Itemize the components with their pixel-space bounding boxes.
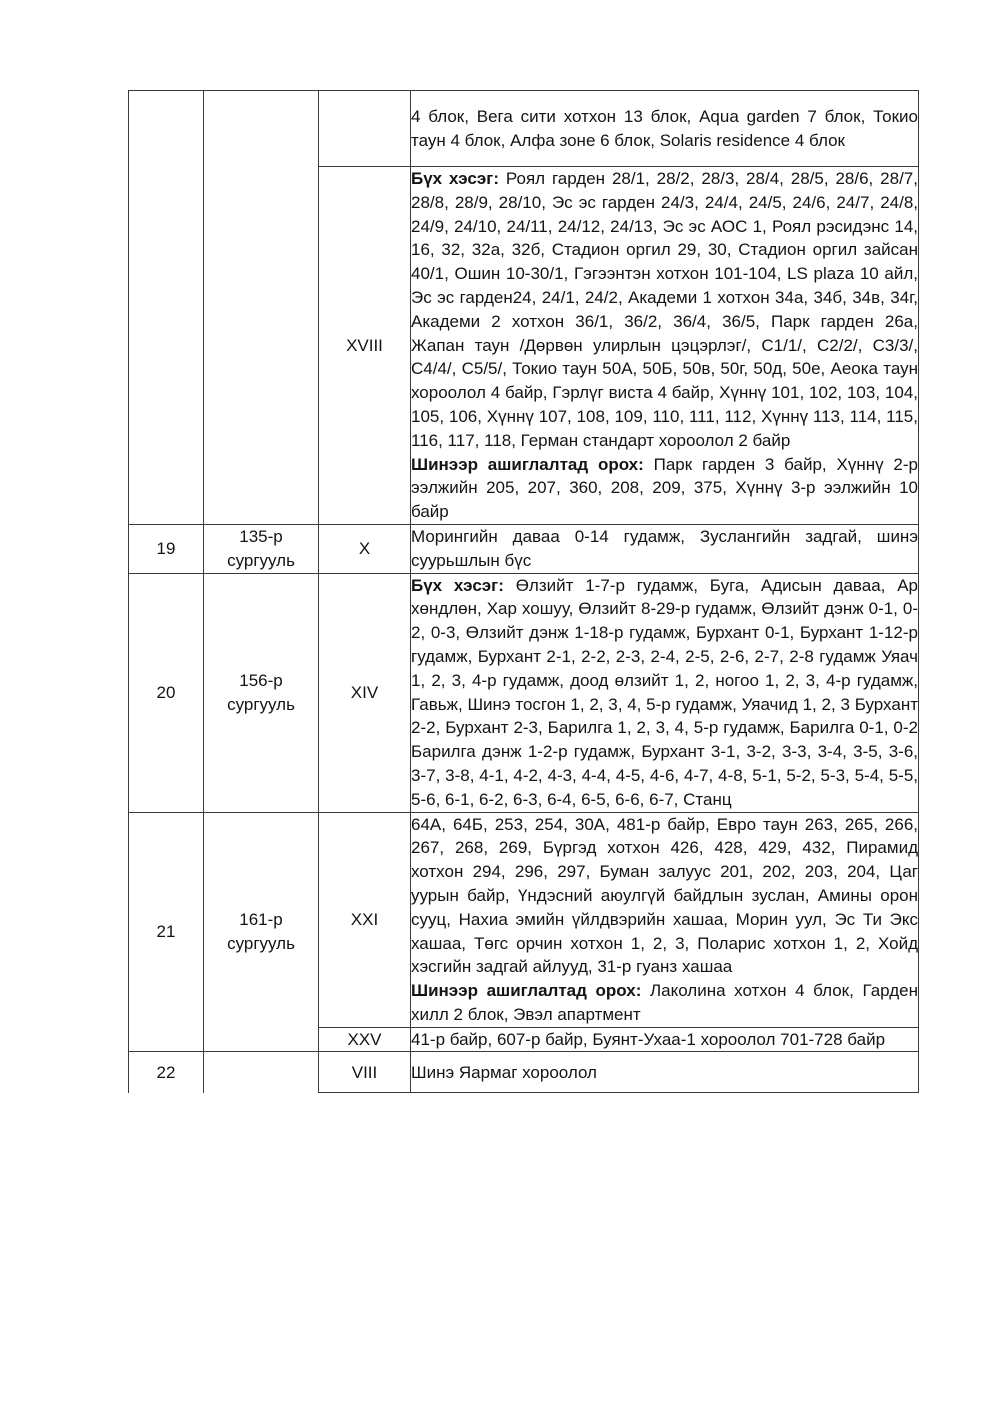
address-paragraph <box>411 574 918 812</box>
district-cell: X <box>319 524 411 573</box>
address-paragraph <box>411 1028 918 1052</box>
address-paragraph <box>411 167 918 453</box>
school-district-table <box>128 90 919 1093</box>
school-cell <box>204 91 319 525</box>
address-paragraph <box>411 105 918 153</box>
school-label: сургууль <box>227 934 295 953</box>
address-cell <box>411 1027 919 1052</box>
address-cell <box>411 524 919 573</box>
district-cell: XXV <box>319 1027 411 1052</box>
school-cell <box>204 524 319 573</box>
address-paragraph <box>411 1061 918 1085</box>
address-cell <box>411 573 919 812</box>
district-cell: XVIII <box>319 167 411 525</box>
school-number: 156-р <box>239 670 283 690</box>
district-cell: VIII <box>319 1052 411 1093</box>
address-cell <box>411 91 919 167</box>
address-section-label: Шинээр ашиглалтад орох: <box>411 981 642 1001</box>
school-label: сургууль <box>227 694 295 714</box>
address-text: Парк гарден 3 байр, Хүннү 2-р ээлжийн 205, 207, 360, 208, 209, 375, Хүннү 3-р ээлжийн 10 байр <box>411 454 918 522</box>
district-cell: XXI <box>319 812 411 1027</box>
address-text: 4 блок, Вега сити хотхон 13 блок, Aqua garden 7 блок, Токио таун 4 блок, Алфа зоне 6 блок, Solaris residence 4 блок <box>411 106 918 150</box>
address-section-label: Шинээр ашиглалтад орох: <box>411 454 644 474</box>
address-text: Роял гарден 28/1, 28/2, 28/3, 28/4, 28/5, 28/6, 28/7, 28/8, 28/9, 28/10, Эс эс гарден 24/3, 24/4, 24/5, 24/6, 24/7, 24/8, 24/9, 24/10, 24/11, 24/12, 24/13, Эс эс АОС 1, Роял рэсидэнс 14, 16, 32, 32а, 32б, Стадион оргил 29, 30, Стадион оргил зайсан 40/1, Ошин 10-30/1, Гэгээнтэн хотхон 101-104, LS plaza 10 айл, Эс эс гарден24, 24/1, 24/2, Академи 1 хотхон 34а, 34б, 34в, 34г, Академи 2 хотхон 36/1, 36/2, 36/4, 36/5, Парк гарден 26а, Жапан таун /Дөрвөн улирлын цэцэрлэг/, C1/1/, C2/2/, C3/3/, C4/4/, C5/5/, Токио таун 50А, 50Б, 50в, 50г, 50д, 50е, Аеока таун хороолол 4 байр, Гэрлүг виста 4 байр, Хүннү 101, 102, 103, 104, 105, 106, Хүннү 107, 108, 109, 110, 111, 112, Хүннү 113, 114, 115, 116, 117, 118, Герман стандарт хороолол 2 байр <box>411 169 918 450</box>
row-number-cell <box>129 91 204 525</box>
address-text: Морингийн даваа 0-14 гудамж, Зуслангийн задгай, шинэ суурьшлын бүс <box>411 526 918 570</box>
district-cell: XIV <box>319 573 411 812</box>
address-paragraph <box>411 979 918 1027</box>
address-cell <box>411 1052 919 1093</box>
row-number-cell: 22 <box>129 1052 204 1093</box>
row-number-cell: 19 <box>129 524 204 573</box>
address-text: 64А, 64Б, 253, 254, 30А, 481-р байр, Евро таун 263, 265, 266, 267, 268, 269, Бүргэд хотхон 426, 428, 429, 432, Пирамид хотхон 294, 296, 297, Буман залуус 201, 202, 203, 204, Цаг уурын байр, Үндэсний аюулгүй байдлын зуслан, Амины орон сууц, Нахиа эмийн үйлдвэрийн хашаа, Морин уул, Эс Ти Экс хашаа, Төгс орчин хотхон 1, 2, 3, Поларис хотхон 1, 2, Хойд хэсгийн задгай айлууд, 31-р гуанз хашаа <box>411 814 918 977</box>
table-row <box>129 812 919 1027</box>
row-number-cell: 21 <box>129 812 204 1052</box>
school-number: 135-р <box>239 526 283 546</box>
table-row <box>129 573 919 812</box>
district-cell <box>319 91 411 167</box>
table-row <box>129 524 919 573</box>
row-number-cell: 20 <box>129 573 204 812</box>
table-row <box>129 91 919 167</box>
address-text: Лаколина хотхон 4 блок, Гарден хилл 2 блок, Эвэл апартмент <box>411 981 918 1024</box>
school-cell <box>204 812 319 1052</box>
address-paragraph <box>411 525 918 573</box>
address-paragraph <box>411 813 918 980</box>
address-section-label: Бүх хэсэг: <box>411 169 499 188</box>
address-cell <box>411 167 919 525</box>
table-row <box>129 1052 919 1093</box>
school-label: сургууль <box>227 550 295 570</box>
address-text: Өлзийт 1-7-р гудамж, Буга, Адисын даваа, Ар хөндлөн, Хар хошуу, Өлзийт 8-29-р гудамж, Өлзийт дэнж 0-1, 0-2, 0-3, Өлзийт дэнж 1-18-р гудамж, Бурхант 0-1, Бурхант 1-12-р гудамж, Бурхант 2-1, 2-2, 2-3, 2-4, 2-5, 2-6, 2-7, 2-8 гудамж Уяач 1, 2, 3, 4-р гудамж, доод өлзийт 1, 2, ногоо 1, 2, 3, 4-р гудамж, Гавьж, Шинэ тосгон 1, 2, 3, 4, 5-р гудамж, Уяачид 1, 2, 3 Бурхант 2-2, Бурхант 2-3, Барилга 1, 2, 3, 4, 5-р гудамж, Барилга 0-1, 0-2 Барилга дэнж 1-2-р гудамж, Бурхант 3-1, 3-2, 3-3, 3-4, 3-5, 3-6, 3-7, 3-8, 4-1, 4-2, 4-3, 4-4, 4-5, 4-6, 4-7, 4-8, 5-1, 5-2, 5-3, 5-4, 5-5, 5-6, 6-1, 6-2, 6-3, 6-4, 6-5, 6-6, 6-7, Станц <box>411 575 918 809</box>
school-number: 161-р <box>239 910 283 930</box>
address-text: 41-р байр, 607-р байр, Буянт-Ухаа-1 хороолол 701-728 байр <box>411 1029 886 1049</box>
school-cell <box>204 573 319 812</box>
address-cell <box>411 812 919 1027</box>
school-cell <box>204 1052 319 1093</box>
address-section-label: Бүх хэсэг: <box>411 575 504 595</box>
address-paragraph <box>411 453 918 524</box>
address-text: Шинэ Яармаг хороолол <box>411 1062 597 1082</box>
